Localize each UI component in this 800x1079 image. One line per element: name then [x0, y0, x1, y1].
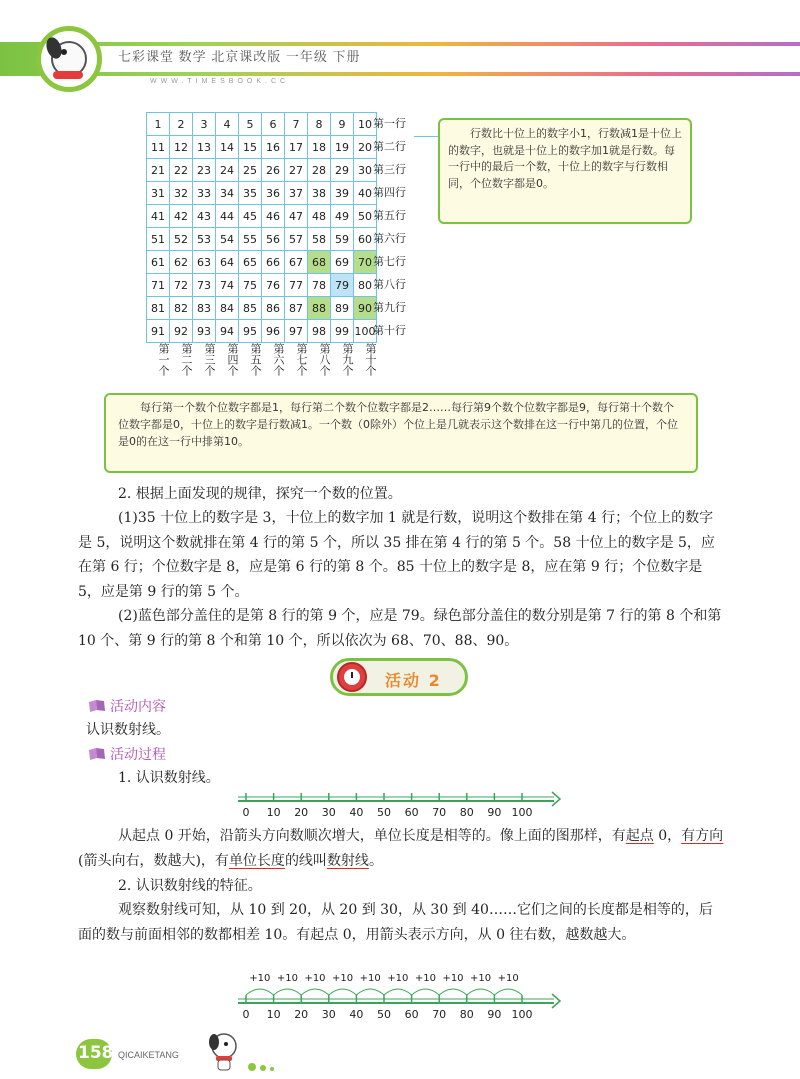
grid-cell: 22: [170, 159, 193, 182]
number-line-label: 90: [487, 1008, 502, 1021]
grid-cell: 93: [193, 320, 216, 343]
number-line-jump-arc: [412, 989, 440, 995]
grid-cell: 80: [354, 274, 377, 297]
number-line-label: 30: [321, 806, 336, 819]
grid-cell: 23: [193, 159, 216, 182]
column-label: 第八个: [318, 343, 331, 376]
grid-cell: 58: [308, 228, 331, 251]
number-line-label: 10: [266, 806, 281, 819]
grid-cell: 37: [285, 182, 308, 205]
grid-cell: 47: [285, 205, 308, 228]
number-line-label: 10: [266, 1008, 281, 1021]
column-label: 第十个: [364, 343, 377, 376]
number-line-jump-arc: [246, 989, 274, 995]
grid-cell: 88: [308, 297, 331, 320]
grid-cell: 48: [308, 205, 331, 228]
answer-part-1: (1)35 十位上的数字是 3，十位上的数字加 1 就是行数，说明这个数排在第 4 行；个位上的数字是 5，说明这个数就排在第 4 行的第 5 个，所以 35 排在第 4 行的第 5 个。58 十位上的数字是 5，应在第 6 行；个位数字是 8，应是第 6 行的第 8 个。85 十位上的数字是 8，应在第 9 行；个位数字是 5，应是第 9 行的第 5 个。: [78, 510, 715, 600]
grid-cell: 94: [216, 320, 239, 343]
footer-dots: [248, 1056, 278, 1075]
number-line-jump-arc: [329, 989, 357, 995]
grid-cell: 33: [193, 182, 216, 205]
activity-content-text: 认识数射线。: [86, 722, 170, 738]
number-line-label: 80: [459, 806, 474, 819]
number-line-label: 80: [459, 1008, 474, 1021]
grid-cell: 35: [239, 182, 262, 205]
grid-cell: 2: [170, 113, 193, 136]
grid-cell: 95: [239, 320, 262, 343]
column-label: 第六个: [272, 343, 285, 376]
grid-cell: 8: [308, 113, 331, 136]
grid-cell: 27: [285, 159, 308, 182]
row-label: 第四行: [373, 186, 406, 199]
grid-cell: 89: [331, 297, 354, 320]
grid-cell: 74: [216, 274, 239, 297]
grid-cell: 1: [147, 113, 170, 136]
grid-cell: 16: [262, 136, 285, 159]
grid-cell: 83: [193, 297, 216, 320]
grid-cell: 67: [285, 251, 308, 274]
grid-cell: 72: [170, 274, 193, 297]
number-line-jump-arc: [439, 989, 467, 995]
number-line-label: 40: [349, 806, 364, 819]
grid-cell: 30: [354, 159, 377, 182]
number-line-label: 0: [242, 806, 250, 819]
grid-cell: 100: [354, 320, 377, 343]
grid-cell: 86: [262, 297, 285, 320]
grid-cell: 91: [147, 320, 170, 343]
grid-cell: 7: [285, 113, 308, 136]
number-line-label: 100: [511, 1008, 533, 1021]
grid-cell: 61: [147, 251, 170, 274]
grid-cell: 11: [147, 136, 170, 159]
grid-cell: 54: [216, 228, 239, 251]
grid-cell: 46: [262, 205, 285, 228]
column-label: 第一个: [157, 343, 170, 376]
grid-cell: 43: [193, 205, 216, 228]
number-line-jump-label: +10: [442, 973, 464, 984]
step-1-heading: 1. 认识数射线。: [118, 770, 220, 786]
number-line-jump-label: +10: [304, 973, 326, 984]
grid-cell: 62: [170, 251, 193, 274]
grid-cell: 84: [216, 297, 239, 320]
grid-cell: 13: [193, 136, 216, 159]
number-line-jump-label: +10: [470, 973, 492, 984]
grid-cell: 73: [193, 274, 216, 297]
grid-cell: 56: [262, 228, 285, 251]
row-label: 第五行: [373, 209, 406, 222]
number-line-1: [238, 792, 560, 819]
number-line-jump-label: +10: [414, 973, 436, 984]
header-url: WWW.TIMESBOOK.CC: [150, 78, 290, 85]
number-line-jump-label: +10: [359, 973, 381, 984]
grid-cell: 87: [285, 297, 308, 320]
row-rule-note: 行数比十位上的数字小1，行数减1是十位上的数字，也就是十位上的数字加1就是行数。每一行中的最后一个数，十位上的数字与行数相同，个位数字都是0。: [438, 118, 692, 224]
grid-cell: 59: [331, 228, 354, 251]
number-line-2: [238, 973, 560, 1021]
grid-cell: 57: [285, 228, 308, 251]
grid-cell: 53: [193, 228, 216, 251]
grid-cell: 40: [354, 182, 377, 205]
grid-cell: 51: [147, 228, 170, 251]
grid-cell: 75: [239, 274, 262, 297]
number-line-label: 30: [321, 1008, 336, 1021]
grid-cell: 17: [285, 136, 308, 159]
grid-cell: 12: [170, 136, 193, 159]
grid-cell: 36: [262, 182, 285, 205]
page-number-badge: [76, 1039, 112, 1069]
grid-cell: 9: [331, 113, 354, 136]
number-line-jump-arc: [301, 989, 329, 995]
number-line-jump-label: +10: [497, 973, 519, 984]
number-line-jump-arc: [494, 989, 522, 995]
number-line-arrow: [552, 994, 560, 1008]
grid-cell: 5: [239, 113, 262, 136]
grid-cell: 14: [216, 136, 239, 159]
number-line-label: 70: [432, 806, 447, 819]
grid-cell: 32: [170, 182, 193, 205]
grid-cell: 21: [147, 159, 170, 182]
grid-cell: 29: [331, 159, 354, 182]
grid-cell: 85: [239, 297, 262, 320]
column-label: 第九个: [341, 343, 354, 376]
number-line-label: 60: [404, 1008, 419, 1021]
grid-cell: 77: [285, 274, 308, 297]
number-line-label: 90: [487, 806, 502, 819]
answer-part-2: (2)蓝色部分盖住的是第 8 行的第 9 个，应是 79。绿色部分盖住的数分别是第 7 行的第 8 个和第 10 个、第 9 行的第 8 个和第 10 个，所以依次为 68、70、88、90。: [78, 608, 722, 649]
number-line-jump-arc: [467, 989, 495, 995]
step-2-heading: 2. 根据上面发现的规律，探究一个数的位置。: [118, 486, 402, 502]
grid-cell: 45: [239, 205, 262, 228]
number-line-jump-label: +10: [249, 973, 271, 984]
grid-cell: 52: [170, 228, 193, 251]
number-line-features: 观察数射线可知，从 10 到 20，从 20 到 30，从 30 到 40……它们之间的长度都是相等的，后面的数与前面相邻的数都相差 10。有起点 0，用箭头表示方向，从 0 往右数，越数越大。: [78, 902, 713, 943]
number-line-definition: 从起点 0 开始，沿箭头方向数顺次增大，单位长度是相等的。像上面的图那样，有起点 0，有方向(箭头向右，数越大)，有单位长度的线叫数射线。: [78, 828, 724, 869]
number-line-jump-arc: [356, 989, 384, 995]
column-label: 第二个: [180, 343, 193, 376]
grid-cell: 19: [331, 136, 354, 159]
number-line-label: 20: [294, 1008, 309, 1021]
grid-cell: 49: [331, 205, 354, 228]
grid-cell: 38: [308, 182, 331, 205]
number-line-label: 100: [511, 806, 533, 819]
grid-cell: 24: [216, 159, 239, 182]
grid-cell: 50: [354, 205, 377, 228]
number-line-jump-arc: [384, 989, 412, 995]
row-label: 第十行: [373, 324, 406, 337]
grid-cell: 10: [354, 113, 377, 136]
column-label: 第五个: [249, 343, 262, 376]
grid-cell: 71: [147, 274, 170, 297]
grid-cell: 39: [331, 182, 354, 205]
number-line-label: 0: [242, 1008, 250, 1021]
grid-cell: 76: [262, 274, 285, 297]
number-line-jump-label: +10: [387, 973, 409, 984]
grid-cell: 34: [216, 182, 239, 205]
grid-cell: 41: [147, 205, 170, 228]
grid-cell: 55: [239, 228, 262, 251]
grid-cell: 81: [147, 297, 170, 320]
grid-cell: 98: [308, 320, 331, 343]
grid-cell: 28: [308, 159, 331, 182]
grid-cell: 20: [354, 136, 377, 159]
number-line-jump-label: +10: [276, 973, 298, 984]
row-label: 第一行: [373, 117, 406, 130]
row-label: 第二行: [373, 140, 406, 153]
grid-cell: 15: [239, 136, 262, 159]
grid-cell: 97: [285, 320, 308, 343]
number-line-label: 20: [294, 806, 309, 819]
grid-cell: 44: [216, 205, 239, 228]
grid-cell: 18: [308, 136, 331, 159]
grid-cell: 66: [262, 251, 285, 274]
row-label: 第三行: [373, 163, 406, 176]
grid-cell: 3: [193, 113, 216, 136]
number-line-jump-arc: [274, 989, 302, 995]
grid-cell: 25: [239, 159, 262, 182]
page-number: 158: [78, 1043, 114, 1063]
activity-process-heading: 活动过程: [110, 747, 166, 763]
number-line-jump-label: +10: [332, 973, 354, 984]
grid-cell: 31: [147, 182, 170, 205]
grid-cell: 82: [170, 297, 193, 320]
row-label: 第八行: [373, 278, 406, 291]
grid-cell: 99: [331, 320, 354, 343]
number-line-label: 40: [349, 1008, 364, 1021]
grid-cell: 4: [216, 113, 239, 136]
grid-cell: 64: [216, 251, 239, 274]
row-label: 第六行: [373, 232, 406, 245]
grid-cell: 26: [262, 159, 285, 182]
row-label: 第九行: [373, 301, 406, 314]
number-line-label: 70: [432, 1008, 447, 1021]
grid-cell: 92: [170, 320, 193, 343]
grid-cell: 78: [308, 274, 331, 297]
footer-brand: QICAIKETANG: [118, 1050, 179, 1060]
number-line-label: 60: [404, 806, 419, 819]
number-line-arrow: [552, 792, 560, 806]
grid-cell: 63: [193, 251, 216, 274]
dog-mascot-icon: [204, 1030, 244, 1072]
grid-cell: 60: [354, 228, 377, 251]
column-rule-note: 每行第一个数个位数字都是1，每行第二个数个位数字都是2……每行第9个数个位数字都是9，每行第十个数个位数字都是0，十位上的数字是行数减1。一个数（0除外）个位上是几就表示这个数排在这一行中第几的位置，个位是0的在这一行中排第10。: [104, 393, 698, 473]
number-line-label: 50: [377, 1008, 391, 1021]
grid-cell: 6: [262, 113, 285, 136]
activity-badge-label: 活动 2: [385, 671, 442, 690]
grid-cell: 70: [354, 251, 377, 274]
grid-cell: 68: [308, 251, 331, 274]
step-2-features-heading: 2. 认识数射线的特征。: [118, 878, 262, 894]
grid-cell: 69: [331, 251, 354, 274]
row-label: 第七行: [373, 255, 406, 268]
grid-cell: 65: [239, 251, 262, 274]
grid-cell: 90: [354, 297, 377, 320]
activity-content-heading: 活动内容: [110, 699, 166, 715]
column-label: 第四个: [226, 343, 239, 376]
number-line-label: 50: [377, 806, 391, 819]
column-label: 第七个: [295, 343, 308, 376]
grid-cell: 79: [331, 274, 354, 297]
grid-cell: 42: [170, 205, 193, 228]
grid-cell: 96: [262, 320, 285, 343]
header-title: 七彩课堂 数学 北京课改版 一年级 下册: [118, 49, 361, 64]
column-label: 第三个: [203, 343, 216, 376]
